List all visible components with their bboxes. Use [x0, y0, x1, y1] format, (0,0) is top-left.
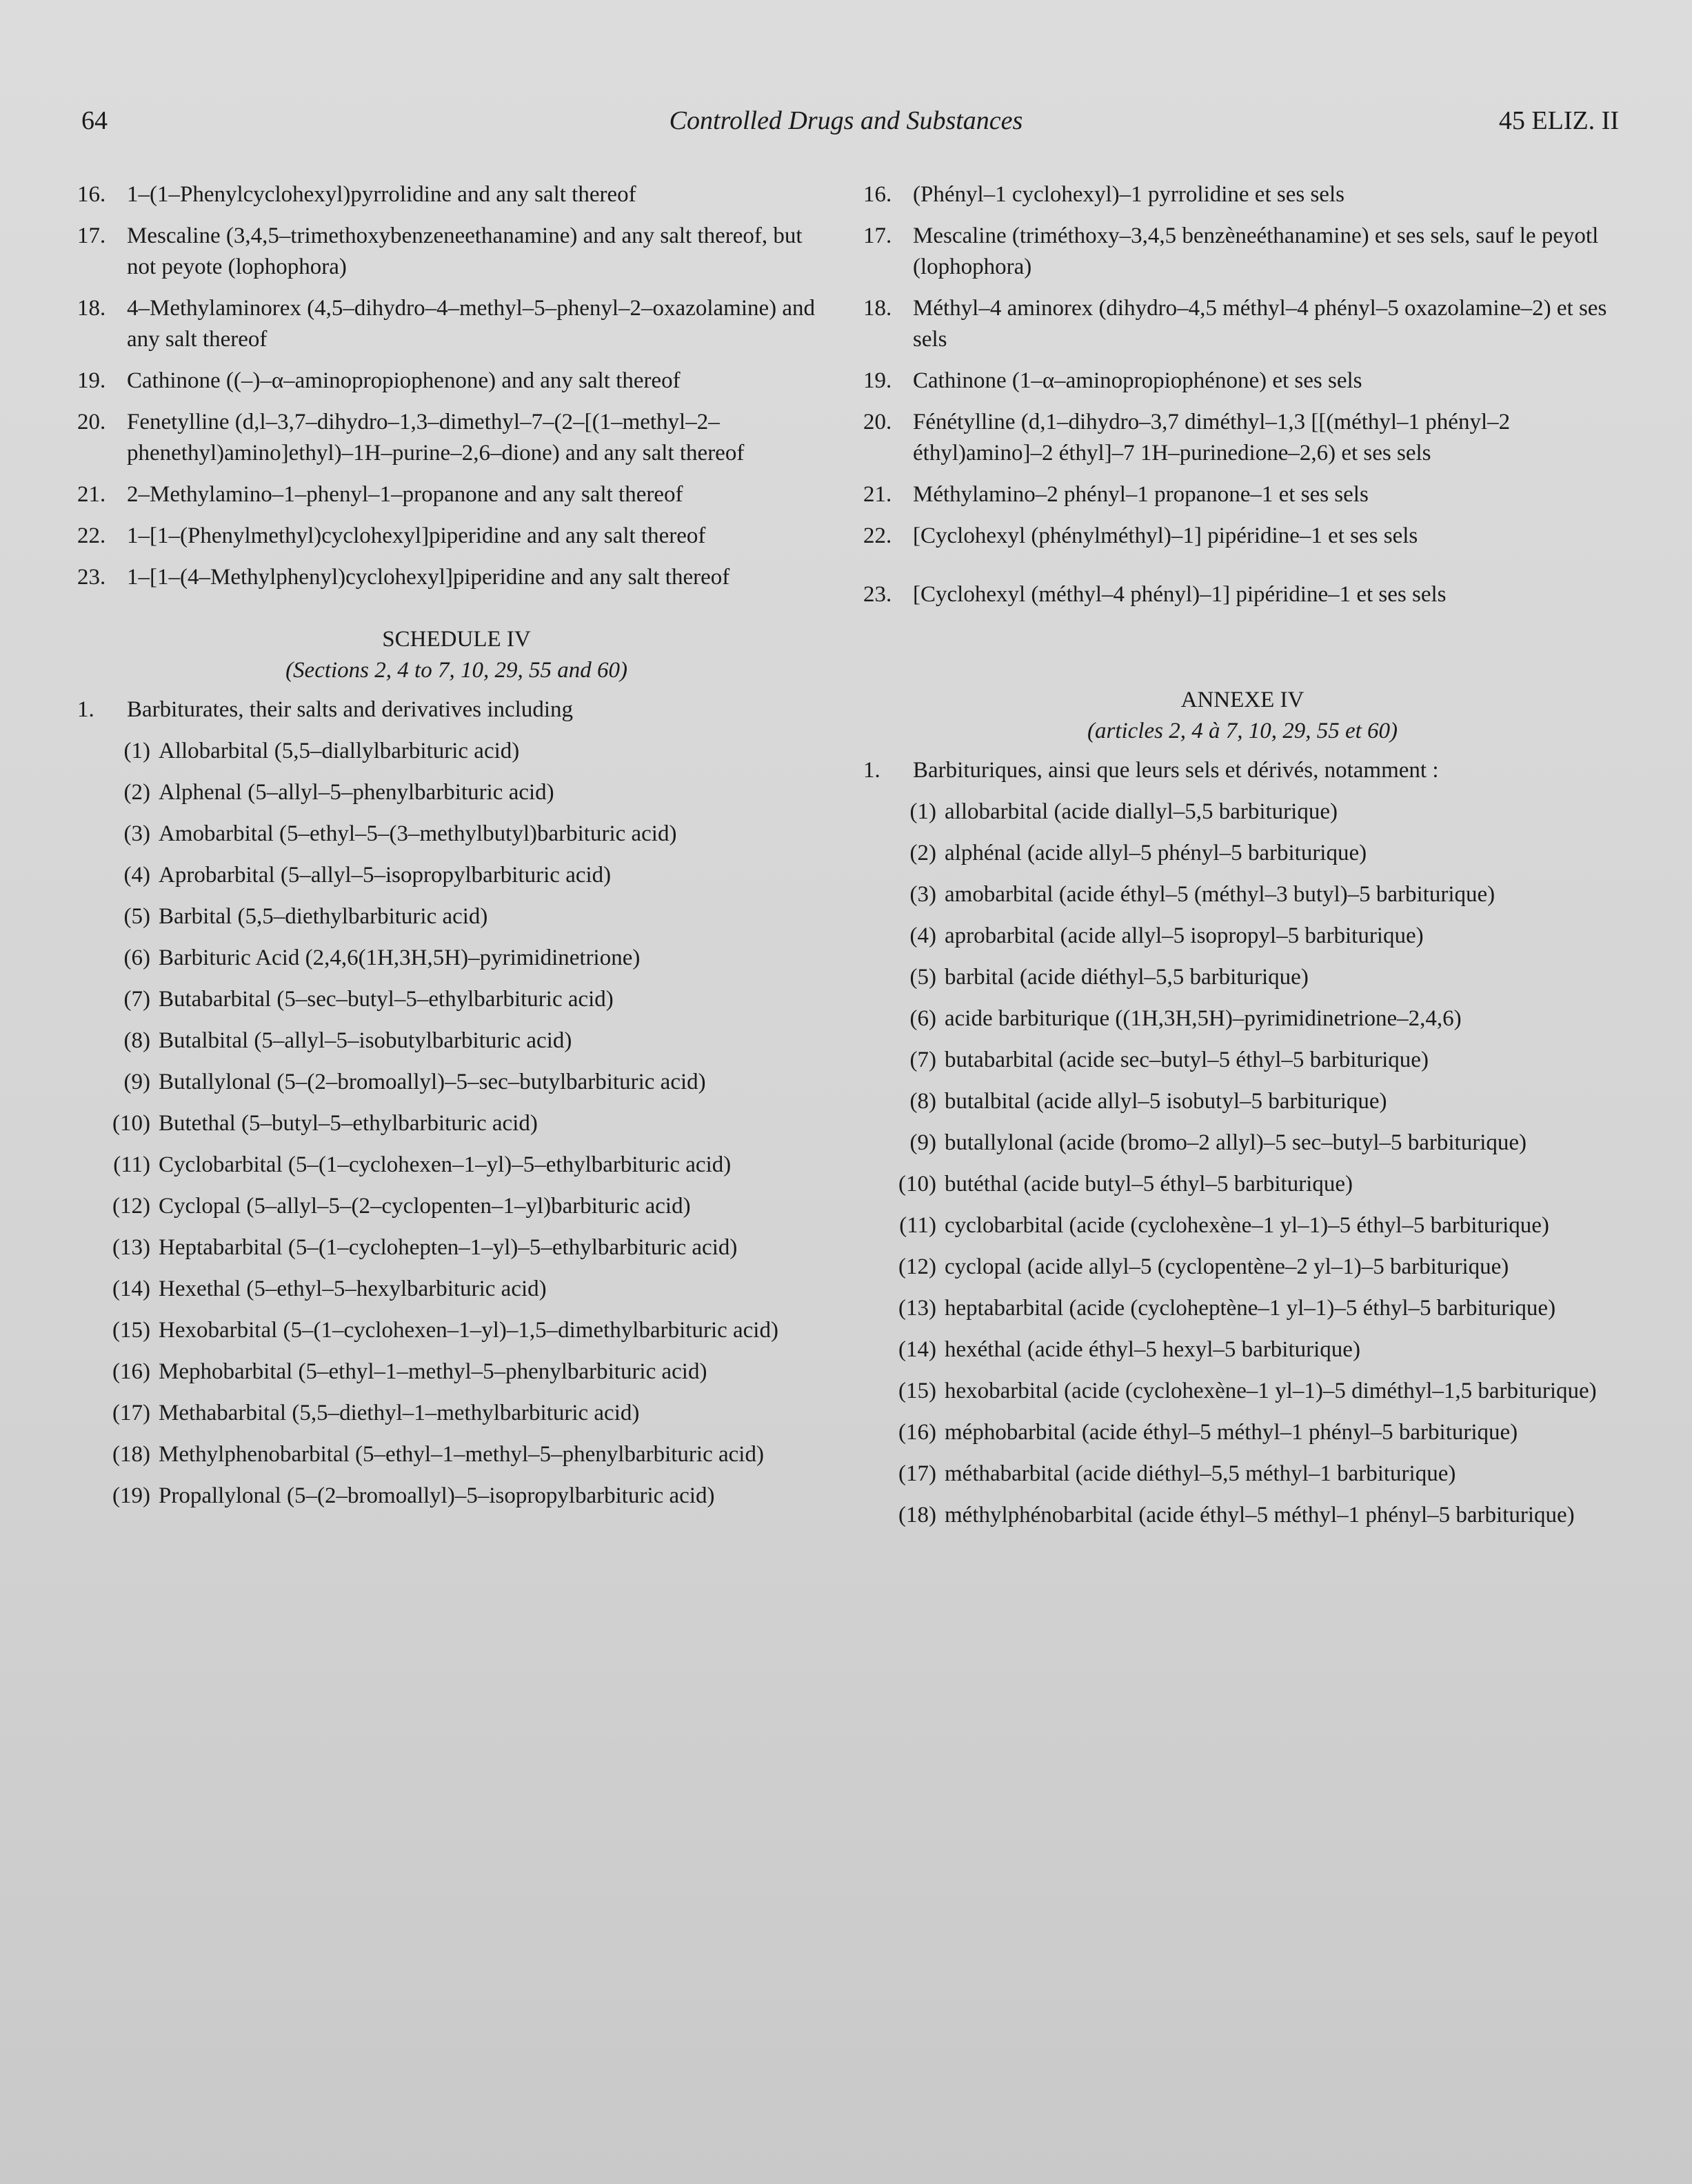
sub-item-number: (6)	[909, 1006, 936, 1031]
item-text: Méthylamino–2 phényl–1 propanone–1 et ses sels	[913, 482, 1369, 507]
sub-item	[863, 921, 1622, 952]
sub-item-text: butabarbital (acide sec–butyl–5 éthyl–5 barbiturique)	[945, 1048, 1429, 1072]
sub-item-text: Hexethal (5–ethyl–5–hexylbarbituric acid)	[159, 1276, 547, 1301]
list-item	[77, 221, 836, 283]
sub-item-text: Allobarbital (5,5–diallylbarbituric acid)	[159, 739, 520, 763]
sub-item-number: (11)	[113, 1152, 150, 1177]
item-text: (Phényl–1 cyclohexyl)–1 pyrrolidine et ses sels	[913, 182, 1344, 207]
sub-item-text: méthylphénobarbital (acide éthyl–5 méthyl–1 phényl–5 barbiturique)	[945, 1503, 1575, 1527]
item-number: 16.	[77, 182, 106, 207]
sub-item-number: (7)	[123, 987, 150, 1012]
english-column	[77, 179, 836, 1522]
sub-item	[77, 1067, 836, 1098]
sub-item-number: (13)	[898, 1296, 936, 1321]
sub-item	[863, 1293, 1622, 1324]
sub-item	[863, 1417, 1622, 1448]
sub-item	[77, 1398, 836, 1429]
sub-item-text: cyclobarbital (acide (cyclohexène–1 yl–1)–5 éthyl–5 barbiturique)	[945, 1213, 1549, 1238]
page-number: 64	[81, 106, 108, 135]
item-text: [Cyclohexyl (phénylméthyl)–1] pipéridine–1 et ses sels	[913, 523, 1418, 548]
item-number: 22.	[863, 523, 892, 548]
sub-item-number: (15)	[112, 1318, 150, 1343]
sub-item-text: hexéthal (acide éthyl–5 hexyl–5 barbiturique)	[945, 1337, 1360, 1362]
sub-item	[77, 943, 836, 974]
sub-item-text: Hexobarbital (5–(1–cyclohexen–1–yl)–1,5–dimethylbarbituric acid)	[159, 1318, 778, 1343]
sub-item	[77, 860, 836, 891]
item-number: 23.	[863, 582, 892, 607]
sub-item-number: (3)	[909, 882, 936, 907]
sub-item-text: allobarbital (acide diallyl–5,5 barbiturique)	[945, 799, 1338, 824]
list-item	[863, 521, 1622, 552]
item-number: 21.	[863, 482, 892, 507]
item-number: 18.	[863, 296, 892, 321]
sub-item-number: (6)	[123, 945, 150, 970]
sub-item-number: (17)	[112, 1401, 150, 1425]
sub-item-text: cyclopal (acide allyl–5 (cyclopentène–2 yl–1)–5 barbiturique)	[945, 1254, 1509, 1279]
sub-item	[863, 962, 1622, 993]
item-text: 1–[1–(Phenylmethyl)cyclohexyl]piperidine and any salt thereof	[127, 523, 706, 548]
schedule-sections: (articles 2, 4 à 7, 10, 29, 55 et 60)	[1087, 719, 1398, 743]
sub-item	[863, 1334, 1622, 1365]
item-text: 1–[1–(4–Methylphenyl)cyclohexyl]piperidine and any salt thereof	[127, 565, 730, 590]
item-number: 20.	[863, 410, 892, 434]
regnal-year: 45 ELIZ. II	[1498, 106, 1619, 135]
sub-item	[77, 1232, 836, 1263]
item-number: 18.	[77, 296, 106, 321]
item-text: Cathinone (1–α–aminopropiophénone) et ses sels	[913, 368, 1362, 393]
list-item	[77, 562, 836, 593]
item-number: 17.	[77, 223, 106, 248]
sub-item-text: Propallylonal (5–(2–bromoallyl)–5–isopropylbarbituric acid)	[159, 1483, 715, 1508]
list-item	[77, 694, 836, 725]
sub-item-number: (8)	[909, 1089, 936, 1114]
sub-item	[77, 1191, 836, 1222]
sub-item	[863, 879, 1622, 910]
sub-item-text: Amobarbital (5–ethyl–5–(3–methylbutyl)barbituric acid)	[159, 821, 677, 846]
item-number: 1.	[77, 697, 94, 722]
sub-item-text: acide barbiturique ((1H,3H,5H)–pyrimidinetrione–2,4,6)	[945, 1006, 1462, 1031]
sub-item-text: barbital (acide diéthyl–5,5 barbiturique)	[945, 965, 1309, 990]
sub-item	[77, 819, 836, 850]
sub-item-number: (18)	[112, 1442, 150, 1467]
sub-item-number: (12)	[112, 1194, 150, 1219]
item-text: 1–(1–Phenylcyclohexyl)pyrrolidine and any salt thereof	[127, 182, 636, 207]
item-number: 22.	[77, 523, 106, 548]
sub-item-text: hexobarbital (acide (cyclohexène–1 yl–1)–5 diméthyl–1,5 barbiturique)	[945, 1379, 1597, 1403]
sub-item-text: Cyclobarbital (5–(1–cyclohexen–1–yl)–5–ethylbarbituric acid)	[159, 1152, 732, 1177]
sub-item	[863, 797, 1622, 828]
item-text: Fénétylline (d,1–dihydro–3,7 diméthyl–1,3 [[(méthyl–1 phényl–2 éthyl)amino]–2 éthyl]–7 1H–purinedione–2,6) et ses sels	[913, 410, 1511, 465]
item-number: 19.	[77, 368, 106, 393]
list-item	[863, 579, 1622, 610]
sub-item-number: (11)	[899, 1213, 936, 1238]
sub-item-number: (9)	[909, 1130, 936, 1155]
sub-item-number: (10)	[112, 1111, 150, 1136]
sub-item-text: butallylonal (acide (bromo–2 allyl)–5 sec–butyl–5 barbiturique)	[945, 1130, 1527, 1155]
item-text: 4–Methylaminorex (4,5–dihydro–4–methyl–5–phenyl–2–oxazolamine) and any salt thereof	[127, 296, 816, 352]
sub-item	[77, 736, 836, 767]
sub-item-text: Butabarbital (5–sec–butyl–5–ethylbarbituric acid)	[159, 987, 614, 1012]
schedule-title: SCHEDULE IV	[382, 627, 531, 652]
list-item	[77, 293, 836, 355]
running-title: Controlled Drugs and Substances	[669, 106, 1023, 135]
sub-item-number: (7)	[909, 1048, 936, 1072]
sub-item	[863, 1376, 1622, 1407]
sub-item-text: Butalbital (5–allyl–5–isobutylbarbituric acid)	[159, 1028, 572, 1053]
sub-item	[77, 1439, 836, 1470]
item-number: 1.	[863, 758, 880, 783]
item-number: 23.	[77, 565, 106, 590]
sub-item-text: Butallylonal (5–(2–bromoallyl)–5–sec–butylbarbituric acid)	[159, 1070, 706, 1094]
list-item	[863, 755, 1622, 786]
list-item	[77, 479, 836, 510]
sub-item-number: (19)	[112, 1483, 150, 1508]
item-number: 16.	[863, 182, 892, 207]
sub-item-number: (1)	[123, 739, 150, 763]
list-item	[863, 293, 1622, 355]
sub-item-number: (14)	[898, 1337, 936, 1362]
list-item	[77, 407, 836, 469]
list-item	[77, 365, 836, 397]
sub-item-number: (18)	[898, 1503, 936, 1527]
sub-item-number: (16)	[112, 1359, 150, 1384]
item-text: Fenetylline (d,l–3,7–dihydro–1,3–dimethyl–7–(2–[(1–methyl–2–phenethyl)amino]ethyl)–1H–purine–2,6–dione) and any salt thereof	[127, 410, 745, 465]
sub-item-text: Heptabarbital (5–(1–cyclohepten–1–yl)–5–ethylbarbituric acid)	[159, 1235, 738, 1260]
sub-item-text: heptabarbital (acide (cycloheptène–1 yl–1)–5 éthyl–5 barbiturique)	[945, 1296, 1556, 1321]
sub-item-number: (4)	[909, 923, 936, 948]
sub-item-number: (13)	[112, 1235, 150, 1260]
item-text: Barbituriques, ainsi que leurs sels et dérivés, notamment :	[913, 758, 1439, 783]
item-text: Mescaline (triméthoxy–3,4,5 benzèneéthanamine) et ses sels, sauf le peyotl (lophophora)	[913, 223, 1599, 279]
item-number: 21.	[77, 482, 106, 507]
sub-item	[77, 1025, 836, 1056]
sub-item-number: (5)	[123, 904, 150, 929]
sub-item	[863, 1045, 1622, 1076]
sub-item-number: (10)	[898, 1172, 936, 1196]
item-text: Barbiturates, their salts and derivatives including	[127, 697, 573, 722]
item-text: [Cyclohexyl (méthyl–4 phényl)–1] pipéridine–1 et ses sels	[913, 582, 1447, 607]
sub-item-number: (8)	[123, 1028, 150, 1053]
sub-item-text: amobarbital (acide éthyl–5 (méthyl–3 butyl)–5 barbiturique)	[945, 882, 1495, 907]
sub-item	[77, 984, 836, 1015]
sub-item	[863, 1252, 1622, 1283]
sub-item-number: (12)	[898, 1254, 936, 1279]
sub-item-text: Cyclopal (5–allyl–5–(2–cyclopenten–1–yl)barbituric acid)	[159, 1194, 691, 1219]
list-item	[77, 179, 836, 210]
sub-item-text: méphobarbital (acide éthyl–5 méthyl–1 phényl–5 barbiturique)	[945, 1420, 1518, 1445]
sub-item-text: Butethal (5–butyl–5–ethylbarbituric acid)	[159, 1111, 538, 1136]
list-item	[863, 221, 1622, 283]
sub-item	[863, 1128, 1622, 1159]
sub-item-text: méthabarbital (acide diéthyl–5,5 méthyl–1 barbiturique)	[945, 1461, 1456, 1486]
sub-item-text: butéthal (acide butyl–5 éthyl–5 barbiturique)	[945, 1172, 1353, 1196]
sub-item	[77, 1108, 836, 1139]
sub-item	[77, 1481, 836, 1512]
sub-item-number: (3)	[123, 821, 150, 846]
schedule-sections: (Sections 2, 4 to 7, 10, 29, 55 and 60)	[285, 658, 627, 683]
sub-item	[863, 1003, 1622, 1034]
sub-item-text: Aprobarbital (5–allyl–5–isopropylbarbituric acid)	[159, 863, 612, 888]
sub-item-number: (4)	[123, 863, 150, 888]
sub-item-number: (17)	[898, 1461, 936, 1486]
sub-item	[863, 1169, 1622, 1200]
sub-item-text: Alphenal (5–allyl–5–phenylbarbituric acid)	[159, 780, 554, 805]
sub-item	[863, 838, 1622, 869]
sub-item-number: (15)	[898, 1379, 936, 1403]
item-text: Cathinone ((–)–α–aminopropiophenone) and any salt thereof	[127, 368, 681, 393]
sub-item-text: Methylphenobarbital (5–ethyl–1–methyl–5–phenylbarbituric acid)	[159, 1442, 764, 1467]
sub-item	[77, 1274, 836, 1305]
item-number: 17.	[863, 223, 892, 248]
list-item	[863, 479, 1622, 510]
sub-item-number: (1)	[909, 799, 936, 824]
sub-item	[863, 1459, 1622, 1490]
sub-item-number: (5)	[909, 965, 936, 990]
sub-item	[77, 1150, 836, 1181]
item-text: Méthyl–4 aminorex (dihydro–4,5 méthyl–4 phényl–5 oxazolamine–2) et ses sels	[913, 296, 1607, 352]
sub-item-number: (16)	[898, 1420, 936, 1445]
sub-item-text: alphénal (acide allyl–5 phényl–5 barbiturique)	[945, 841, 1367, 865]
sub-item-text: Mephobarbital (5–ethyl–1–methyl–5–phenylbarbituric acid)	[159, 1359, 707, 1384]
item-number: 19.	[863, 368, 892, 393]
sub-item-number: (2)	[123, 780, 150, 805]
list-item	[863, 407, 1622, 469]
item-text: Mescaline (3,4,5–trimethoxybenzeneethanamine) and any salt thereof, but not peyote (lophophora)	[127, 223, 803, 279]
item-text: 2–Methylamino–1–phenyl–1–propanone and any salt thereof	[127, 482, 683, 507]
sub-item	[863, 1210, 1622, 1241]
item-number: 20.	[77, 410, 106, 434]
list-item	[77, 521, 836, 552]
list-item	[863, 365, 1622, 397]
sub-item	[77, 777, 836, 808]
sub-item	[863, 1500, 1622, 1531]
sub-item	[863, 1086, 1622, 1117]
sub-item-number: (14)	[112, 1276, 150, 1301]
sub-item-number: (2)	[909, 841, 936, 865]
french-column	[863, 179, 1622, 1541]
sub-item-text: aprobarbital (acide allyl–5 isopropyl–5 barbiturique)	[945, 923, 1424, 948]
list-item	[863, 179, 1622, 210]
sub-item	[77, 1315, 836, 1346]
schedule-title: ANNEXE IV	[1180, 688, 1305, 712]
sub-item	[77, 901, 836, 932]
sub-item-text: butalbital (acide allyl–5 isobutyl–5 barbiturique)	[945, 1089, 1387, 1114]
sub-item-text: Barbital (5,5–diethylbarbituric acid)	[159, 904, 488, 929]
sub-item-number: (9)	[123, 1070, 150, 1094]
sub-item-text: Barbituric Acid (2,4,6(1H,3H,5H)–pyrimidinetrione)	[159, 945, 641, 970]
sub-item	[77, 1356, 836, 1387]
sub-item-text: Methabarbital (5,5–diethyl–1–methylbarbituric acid)	[159, 1401, 640, 1425]
